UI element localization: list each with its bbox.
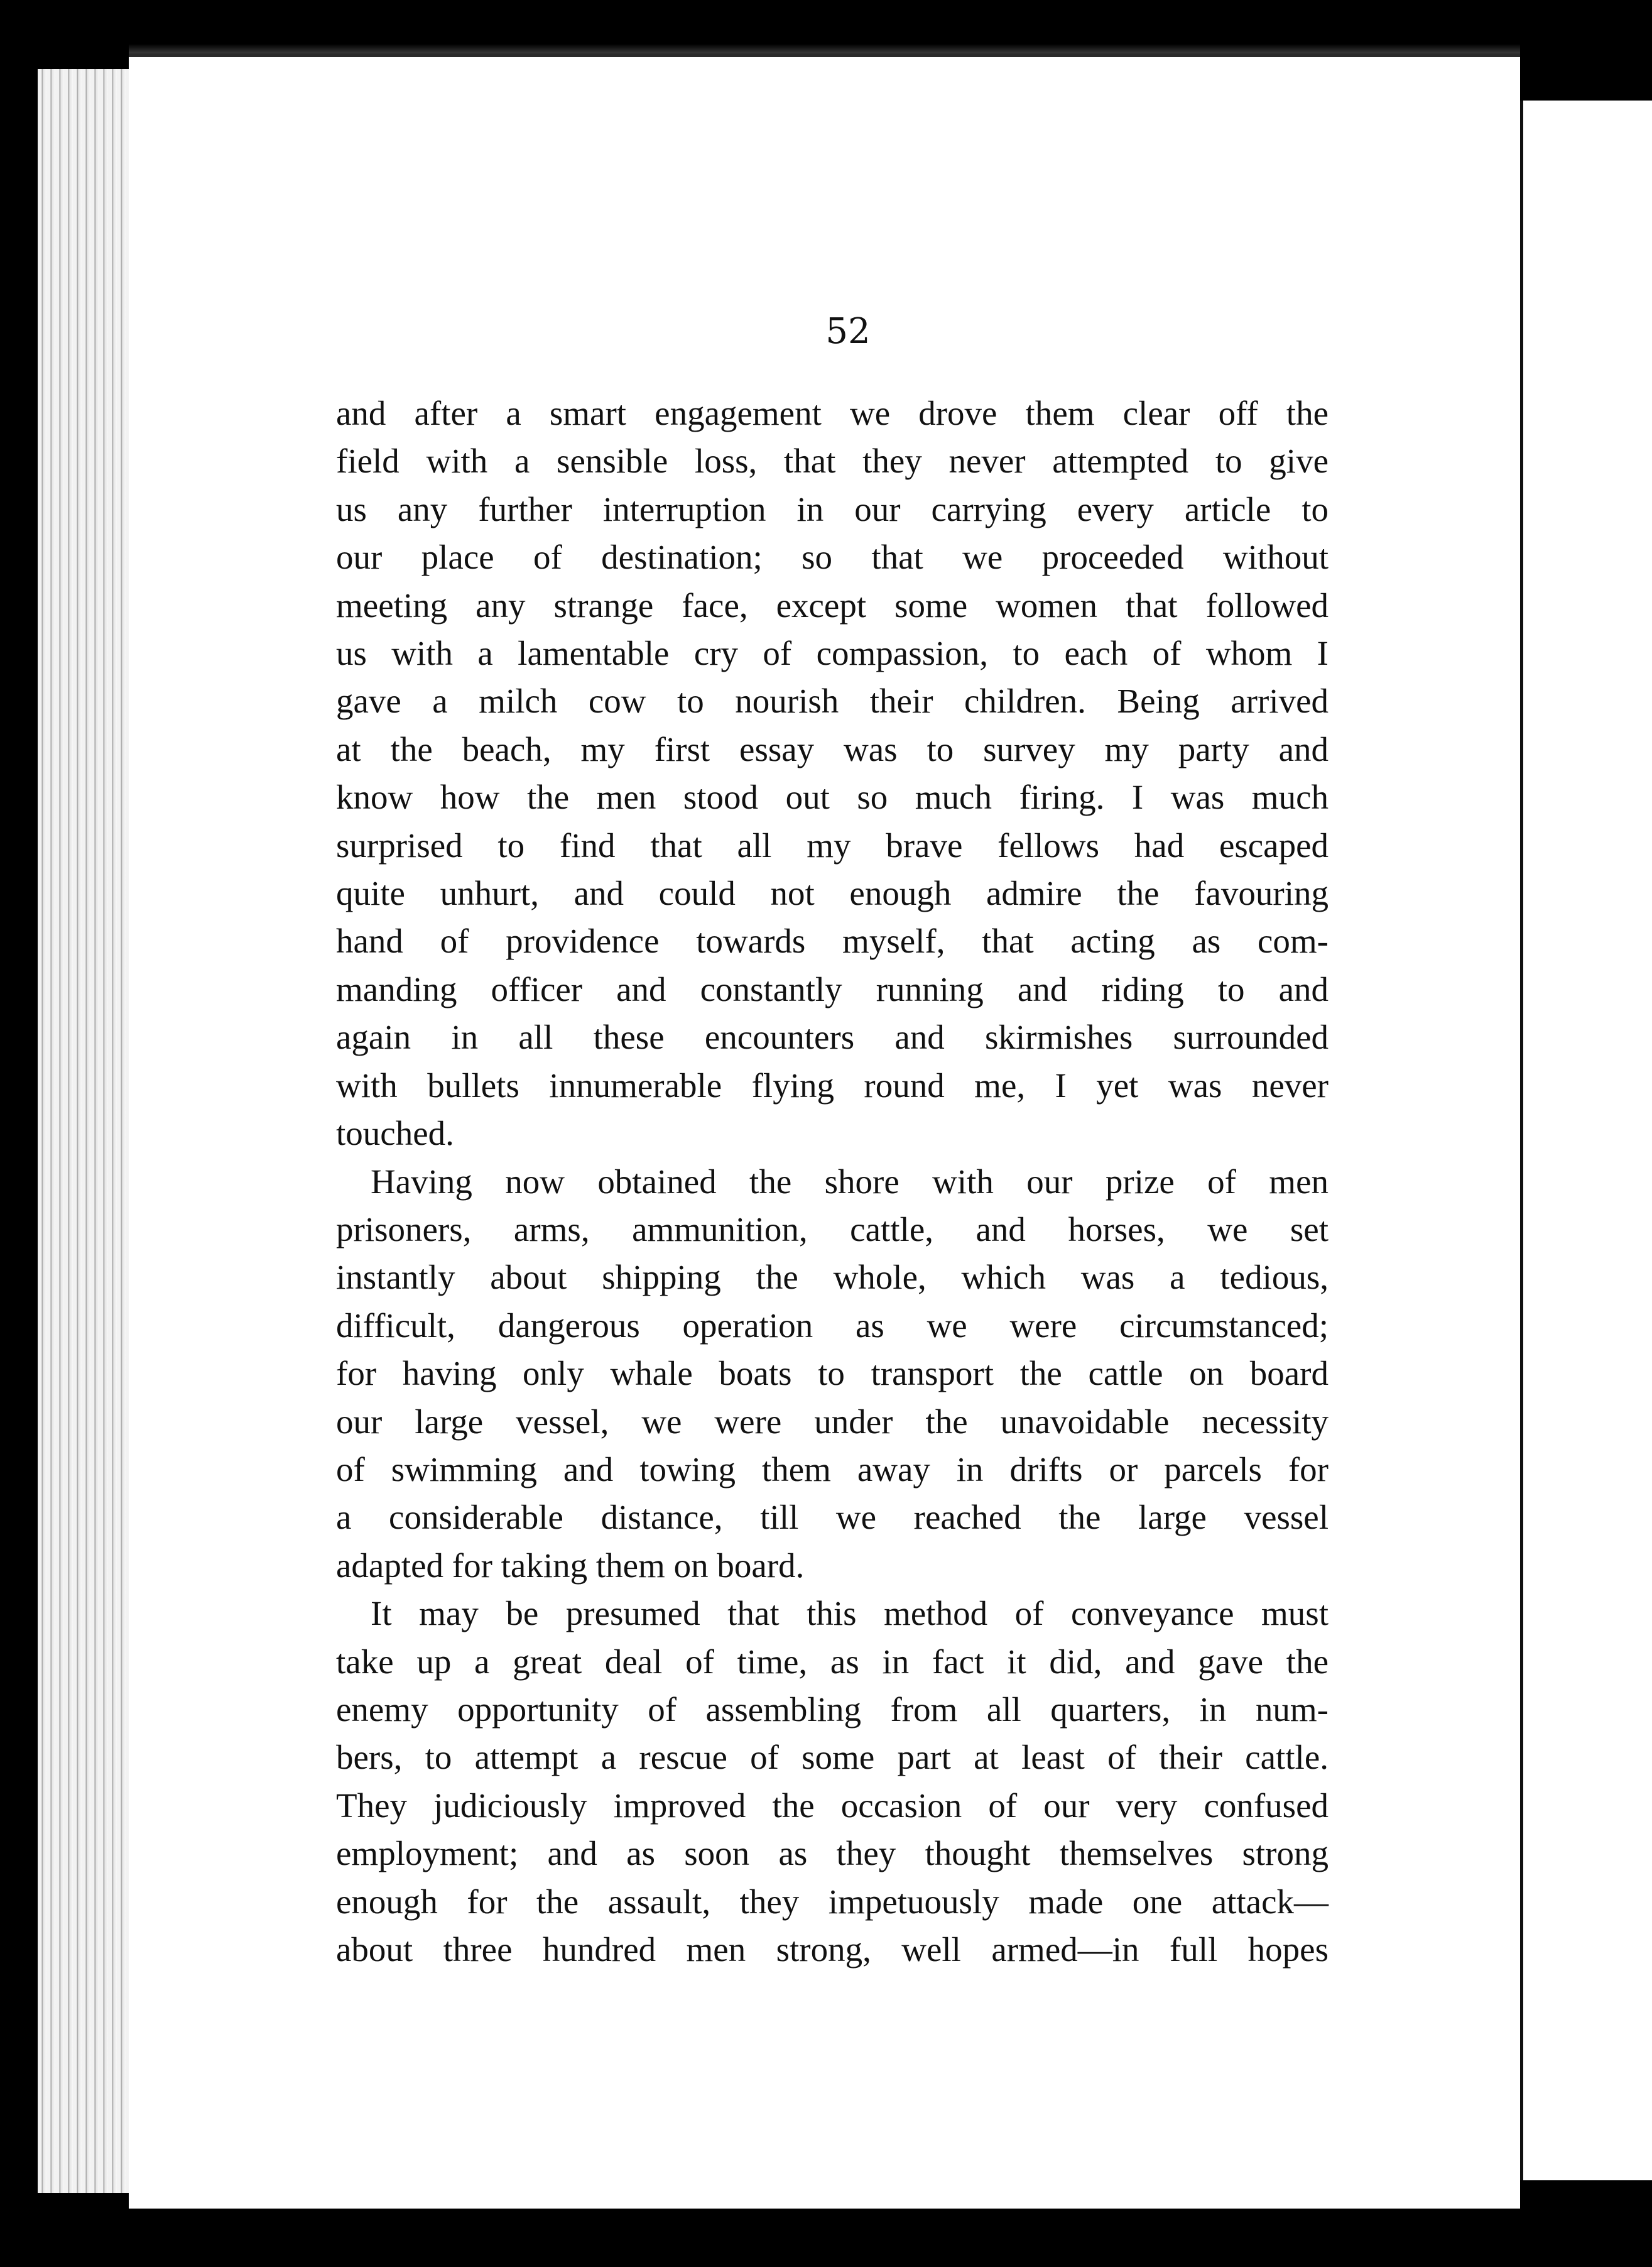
text-line: take up a great deal of time, as in fact it did, and gave the bbox=[336, 1642, 1329, 1681]
text-line: know how the men stood out so much firing. I was much bbox=[336, 778, 1329, 817]
text-line: touched. bbox=[336, 1114, 454, 1153]
text-line: for having only whale boats to transport the cattle on board bbox=[336, 1354, 1329, 1393]
paragraph-3 bbox=[336, 1590, 1329, 1974]
text-line: enough for the assault, they impetuously made one attack— bbox=[336, 1882, 1329, 1921]
text-line: gave a milch cow to nourish their children. Being arrived bbox=[336, 682, 1329, 721]
text-line: about three hundred men strong, well armed—in full hopes bbox=[336, 1930, 1329, 1969]
text-line: us with a lamentable cry of compassion, to each of whom I bbox=[336, 634, 1329, 673]
text-line: hand of providence towards myself, that acting as com- bbox=[336, 922, 1329, 961]
text-line: adapted for taking them on board. bbox=[336, 1546, 805, 1585]
text-line: quite unhurt, and could not enough admire the favouring bbox=[336, 874, 1329, 913]
paragraph-2 bbox=[336, 1158, 1329, 1590]
text-line: manding officer and constantly running and riding to and bbox=[336, 970, 1329, 1008]
text-line: meeting any strange face, except some women that followed bbox=[336, 586, 1329, 625]
paragraph-1 bbox=[336, 390, 1329, 1158]
text-line: with bullets innumerable flying round me, I yet was never bbox=[336, 1066, 1329, 1105]
text-line: Having now obtained the shore with our prize of men bbox=[371, 1162, 1329, 1201]
text-line: of swimming and towing them away in drifts or parcels for bbox=[336, 1450, 1329, 1489]
text-line: bers, to attempt a rescue of some part at least of their cattle. bbox=[336, 1738, 1329, 1777]
page-number: 52 bbox=[825, 311, 871, 352]
text-line: field with a sensible loss, that they never attempted to give bbox=[336, 442, 1329, 481]
text-line: surprised to find that all my brave fellows had escaped bbox=[336, 826, 1329, 865]
page-edges bbox=[38, 69, 138, 2193]
text-line: It may be presumed that this method of conveyance must bbox=[371, 1594, 1329, 1633]
text-line: at the beach, my first essay was to survey my party and bbox=[336, 729, 1329, 768]
text-line: a considerable distance, till we reached the large vessel bbox=[336, 1498, 1329, 1537]
text-line: employment; and as soon as they thought themselves strong bbox=[336, 1834, 1329, 1873]
text-line: our place of destination; so that we proceeded without bbox=[336, 538, 1329, 577]
text-line: us any further interruption in our carrying every article to bbox=[336, 489, 1329, 528]
text-line: our large vessel, we were under the unavoidable necessity bbox=[336, 1402, 1329, 1441]
facing-page-edge bbox=[1520, 101, 1652, 2180]
text-line: prisoners, arms, ammunition, cattle, and horses, we set bbox=[336, 1210, 1329, 1248]
text-line: enemy opportunity of assembling from all quarters, in num- bbox=[336, 1690, 1329, 1729]
body-text bbox=[336, 390, 1329, 1974]
text-line: instantly about shipping the whole, which was a tedious, bbox=[336, 1258, 1329, 1297]
text-line: and after a smart engagement we drove them clear off the bbox=[336, 394, 1329, 432]
text-line: again in all these encounters and skirmishes surrounded bbox=[336, 1018, 1329, 1057]
text-line: difficult, dangerous operation as we were circumstanced; bbox=[336, 1306, 1329, 1345]
text-line: They judiciously improved the occasion of our very confused bbox=[336, 1786, 1329, 1825]
